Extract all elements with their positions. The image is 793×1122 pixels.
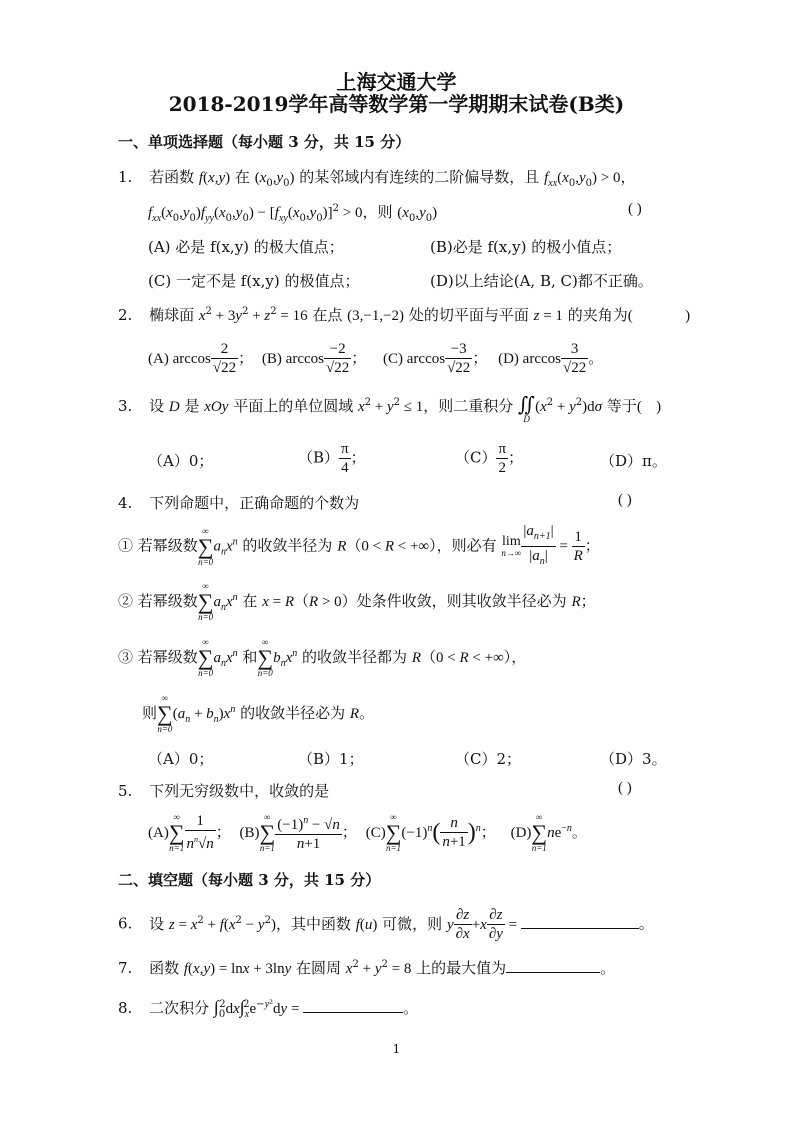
q2-option-d: (D) arccos $\frac{3}{√22}$ 。 bbox=[498, 341, 604, 376]
question-number: 7. bbox=[118, 959, 133, 977]
q5-option-c: (C) ∞ ∑ n=1 $(-1)^n$( $\frac{n}{n+1}$ )$^n$； bbox=[365, 811, 496, 853]
question-number: 2. bbox=[118, 306, 133, 324]
section-2-title: 二、填空题（每小题 3 分，共 15 分） bbox=[118, 871, 381, 889]
question-4-stem: 下列命题中，正确命题的个数为 bbox=[149, 494, 360, 512]
q3-option-c: （C） $\frac{\pi}{2}$ ； bbox=[455, 441, 524, 476]
q5-options bbox=[148, 812, 587, 853]
q2-option-b: (B) arccos $\frac{-2}{√22}$ ； bbox=[261, 341, 367, 376]
question-8: 8. 二次积分 $\int_0^2dx\int_x^2e^{-y^2}dy$ = 。 bbox=[118, 997, 419, 1020]
proposition-3: ③ 若幂级数 ∞ ∑ n=0 $a_nx^n$ 和 ∞ ∑ n=0 $b_nx^n$ 的收敛半径都为 R（0 < R < +∞）， bbox=[118, 637, 527, 678]
question-1 bbox=[118, 166, 635, 189]
question-1-line-2: $f_{xx}(x_0,y_0)f_{yy}(x_0,y_0) - [f_{xy}(x_0,y_0)]^2 > 0$，则 $(x_0,y_0)$ bbox=[148, 203, 438, 224]
q4-option-d: （D）3。 bbox=[600, 750, 667, 768]
q1-option-b: (B)必是 f(x,y) 的极小值点； bbox=[430, 238, 622, 256]
question-2 bbox=[118, 304, 690, 325]
question-number: 6. bbox=[118, 914, 133, 933]
q2-option-a: (A) arccos $\frac{2}{√22}$ ； bbox=[148, 341, 254, 376]
q1-option-a: (A) 必是 f(x,y) 的极大值点； bbox=[148, 238, 344, 256]
proposition-1: ① 若幂级数 ∞ ∑ n=0 $a_nx^n$ 的收敛半径为 R（0 < R < +∞），则必有 lim n→∞ $\frac{|a_{n+1}|}{|a_n|}$ = $\frac{1}{R}$ ； bbox=[118, 523, 600, 567]
answer-blank-8[interactable] bbox=[303, 996, 403, 1013]
q3-option-d: （D）π。 bbox=[600, 452, 667, 470]
answer-blank-6[interactable] bbox=[521, 912, 639, 929]
question-3-stem: 设 D 是 xOy 平面上的单位圆域 $x^2 + y^2 \le 1$，则二重积分 ∬ D $(x^2 + y^2)d\sigma$ 等于( ) bbox=[149, 394, 662, 424]
q2-option-c: (C) arccos $\frac{-3}{√22}$ ； bbox=[383, 341, 488, 376]
q5-option-a: (A) ∞ ∑ n=1 $\frac{1}{n^n√n}$ ； bbox=[148, 811, 231, 853]
question-number: 8. bbox=[118, 999, 133, 1017]
university-name: 上海交通大学 bbox=[336, 70, 457, 94]
q1-option-c: (C) 一定不是 f(x,y) 的极值点； bbox=[148, 272, 360, 290]
proposition-3-cont: 则 ∞ ∑ n=0 $(a_n + b_n)x^n$ 的收敛半径必为 R。 bbox=[142, 693, 375, 734]
question-7-stem: 函数 f(x,y) = lnx + 3lny 在圆周 $x^2 + y^2 = 8$ 上的最大值为 bbox=[149, 959, 507, 977]
question-6: 6. 设 $z = x^2 + f(x^2 - y^2)$，其中函数 f(u) 可微，则 y $\frac{\partial z}{\partial x}$ +x $\frac{\partial z}{\partial y}$ = 。 bbox=[118, 907, 654, 942]
answer-blank-7[interactable] bbox=[506, 956, 600, 973]
answer-bracket-5: ( ) bbox=[618, 780, 632, 796]
answer-bracket-4: ( ) bbox=[618, 492, 632, 508]
question-number: 5. bbox=[118, 782, 133, 800]
q3-option-a: （A）0； bbox=[148, 452, 214, 470]
q1-option-d: (D)以上结论(A, B, C)都不正确。 bbox=[430, 272, 653, 290]
question-8-stem: 二次积分 $\int_0^2dx\int_x^2e^{-y^2}dy$ = bbox=[149, 997, 304, 1020]
question-2-stem: 椭球面 $x^2 + 3y^2 + z^2 = 16$ 在点 (3,−1,−2) 处的切平面与平面 z = 1 的夹角为( ) bbox=[149, 306, 691, 324]
q4-option-c: （C）2； bbox=[455, 750, 522, 768]
q4-option-b: （B）1； bbox=[298, 750, 364, 768]
page-number: 1 bbox=[392, 1042, 401, 1056]
question-4 bbox=[118, 492, 359, 513]
q5-option-b: (B) ∞ ∑ n=1 $\frac{(-1)^n - √n}{n+1}$ ； bbox=[239, 811, 357, 853]
question-5-stem: 下列无穷级数中，收敛的是 bbox=[149, 782, 330, 800]
question-number: 3. bbox=[118, 397, 133, 415]
q3-option-b: （B） $\frac{\pi}{4}$ ； bbox=[298, 441, 366, 476]
question-1-line-1: 若函数 f(x,y) 在 $(x_0,y_0)$ 的某邻域内有连续的二阶偏导数，且 $f_{xx}(x_0,y_0) > 0$， bbox=[149, 168, 636, 189]
question-3 bbox=[118, 395, 661, 424]
section-1-title: 一、单项选择题（每小题 3 分，共 15 分） bbox=[118, 133, 411, 151]
question-5 bbox=[118, 780, 329, 801]
question-number: 1. bbox=[118, 168, 133, 186]
q2-options bbox=[148, 340, 603, 377]
answer-bracket-1: ( ) bbox=[628, 201, 642, 217]
q4-option-a: （A）0； bbox=[148, 750, 214, 768]
q5-option-d: (D) ∞ ∑ n=1 $ne^{-n}$。 bbox=[510, 811, 587, 853]
question-7: 7. 函数 f(x,y) = lnx + 3lny 在圆周 $x^2 + y^2 = 8$ 上的最大值为 。 bbox=[118, 956, 615, 978]
proposition-2: ② 若幂级数 ∞ ∑ n=0 $a_nx^n$ 在 x = R（R > 0）处条件收敛，则其收敛半径必为 R； bbox=[118, 581, 596, 622]
question-number: 4. bbox=[118, 494, 133, 512]
exam-title: 2018-2019学年高等数学第一学期期末试卷(B类) bbox=[168, 92, 625, 116]
question-6-stem: 设 $z = x^2 + f(x^2 - y^2)$，其中函数 f(u) 可微，则 y $\frac{\partial z}{\partial x}$ +x $\frac{\partial z}{\partial y}$ = bbox=[149, 907, 521, 942]
